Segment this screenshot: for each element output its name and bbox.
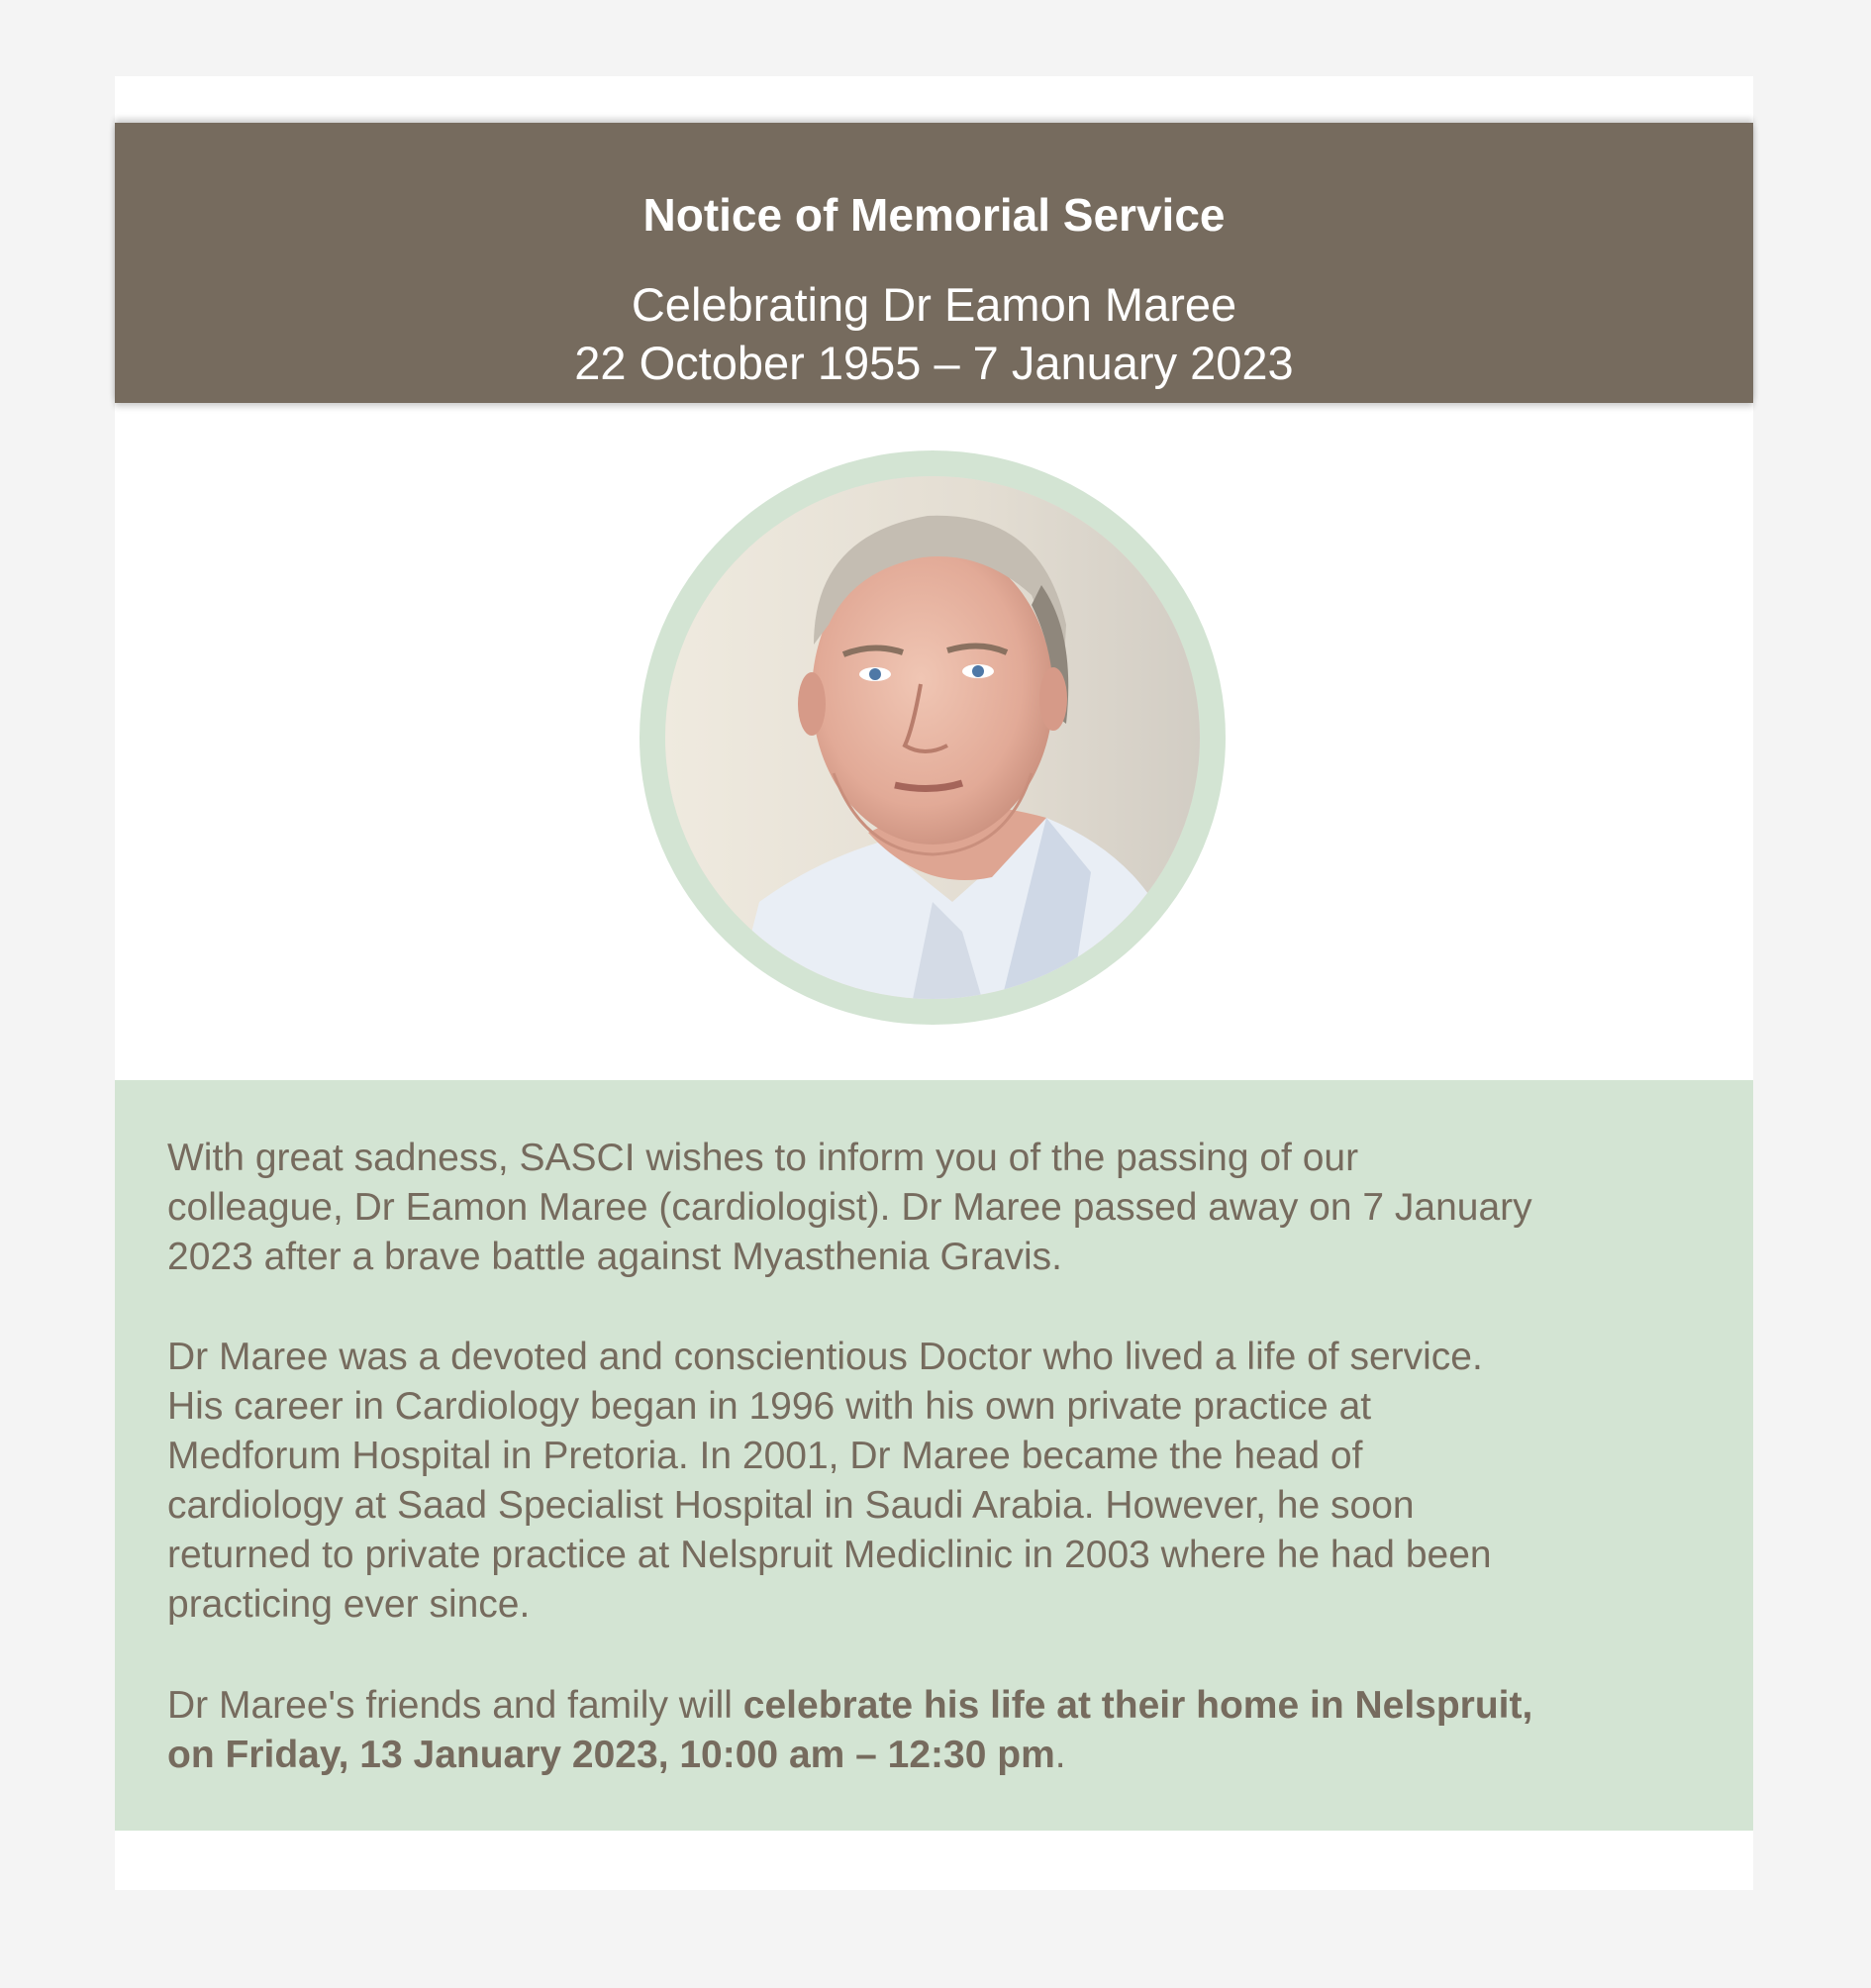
paragraph-line: 2023 after a brave battle against Myasthenia Gravis.: [167, 1236, 1063, 1278]
memorial-notice-card: [115, 76, 1753, 1890]
service-end-punctuation: .: [1054, 1734, 1066, 1776]
service-datetime-text: on Friday, 13 January 2023, 10:00 am – 12:30 pm: [167, 1734, 1055, 1776]
paragraph-line: With great sadness, SASCI wishes to inform you of the passing of our: [167, 1137, 1359, 1179]
notice-title: Notice of Memorial Service: [642, 189, 1226, 241]
celebrating-name: Celebrating Dr Eamon Maree: [631, 278, 1237, 331]
announcement-paragraph: [167, 1134, 1712, 1282]
service-details-paragraph: [167, 1681, 1712, 1780]
obituary-text-panel: [115, 1080, 1753, 1831]
paragraph-line: Medforum Hospital in Pretoria. In 2001, Dr Maree became the head of: [167, 1435, 1363, 1477]
life-dates: 22 October 1955 – 7 January 2023: [574, 337, 1294, 389]
portrait-photo-icon: [665, 476, 1200, 999]
paragraph-line: practicing ever since.: [167, 1583, 531, 1626]
paragraph-line: [167, 1681, 1712, 1731]
notice-header: [115, 123, 1753, 403]
career-paragraph: [167, 1333, 1712, 1630]
paragraph-line: Dr Maree was a devoted and conscientious Doctor who lived a life of service.: [167, 1336, 1483, 1378]
service-location-text: celebrate his life at their home in Nelspruit,: [742, 1684, 1533, 1727]
paragraph-line: His career in Cardiology began in 1996 with his own private practice at: [167, 1385, 1372, 1428]
portrait-frame: [640, 450, 1226, 1025]
paragraph-line: colleague, Dr Eamon Maree (cardiologist). Dr Maree passed away on 7 January: [167, 1186, 1532, 1229]
paragraph-line: cardiology at Saad Specialist Hospital in Saudi Arabia. However, he soon: [167, 1484, 1415, 1527]
service-intro-text: Dr Maree's friends and family will: [167, 1684, 743, 1727]
paragraph-line: returned to private practice at Nelspruit Mediclinic in 2003 where he had been: [167, 1534, 1492, 1576]
paragraph-line: [167, 1731, 1712, 1780]
